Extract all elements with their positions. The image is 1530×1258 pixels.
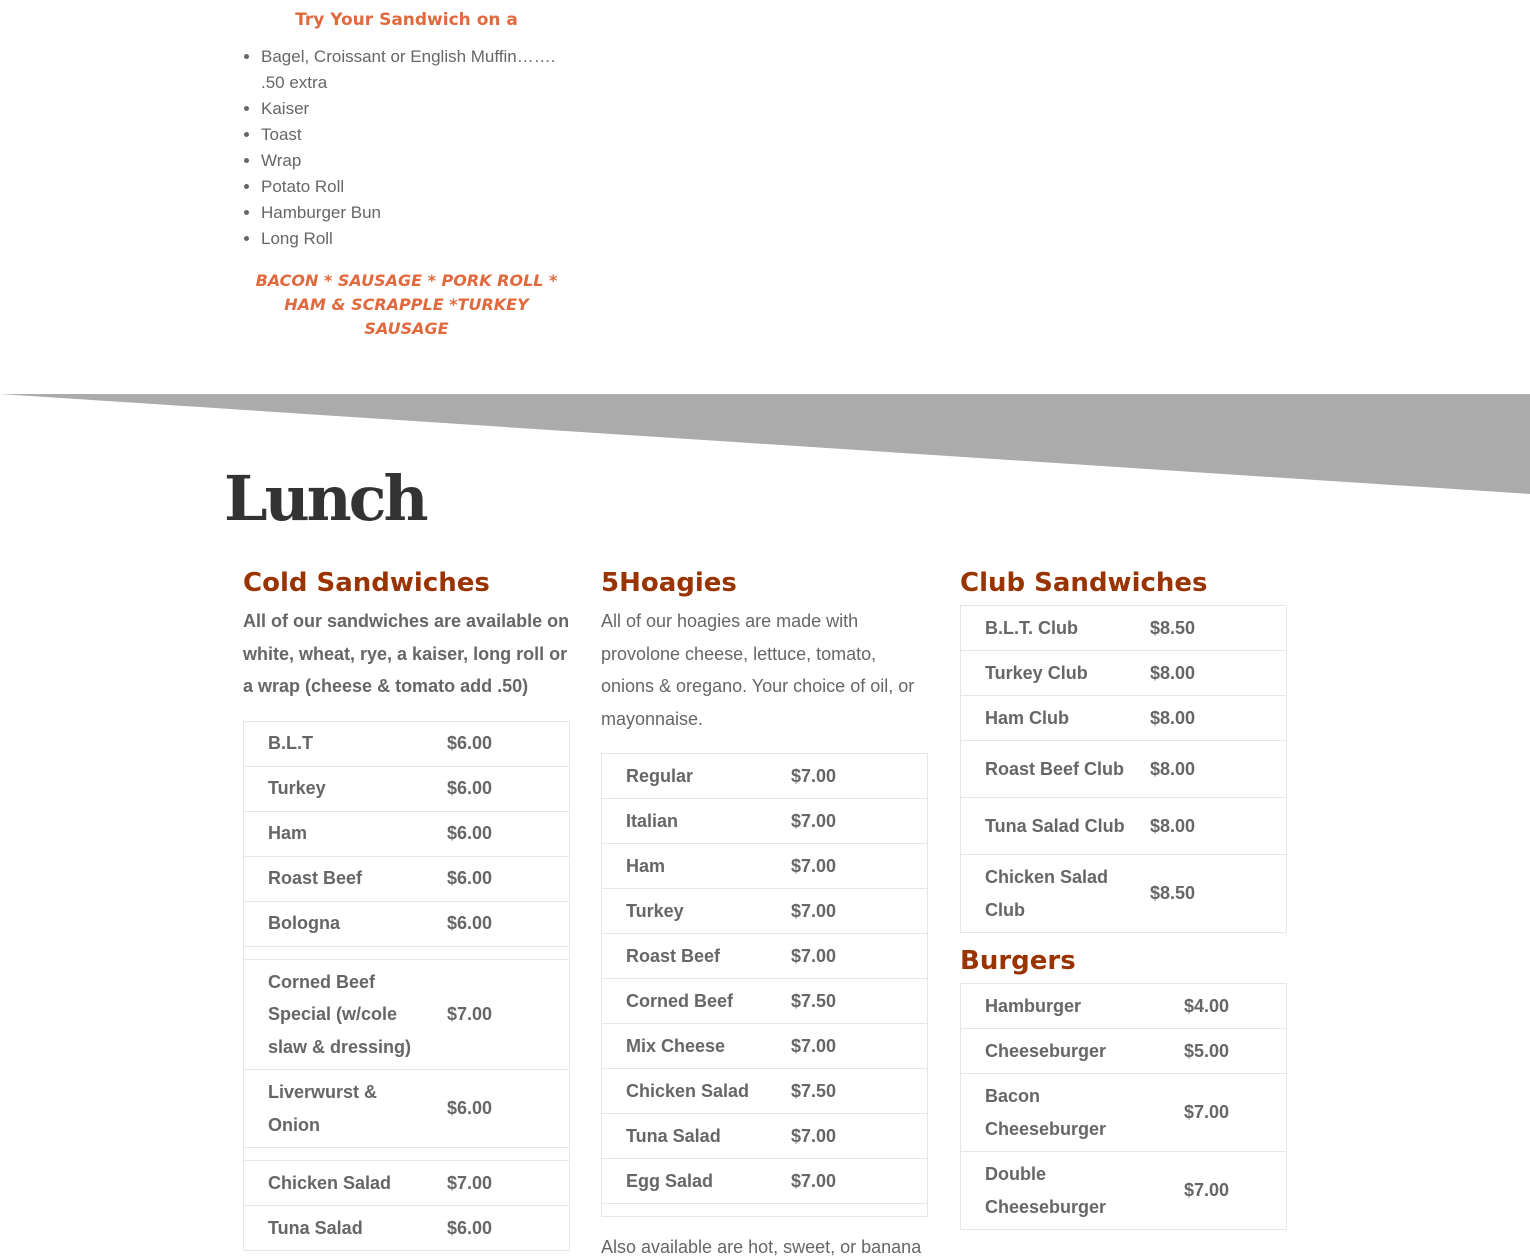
table-row [602, 1159, 928, 1204]
item-price: $8.00 [1126, 741, 1287, 798]
table-row [244, 901, 570, 946]
list-item: • Potato Roll [261, 174, 581, 200]
table-row [961, 1152, 1287, 1230]
item-name: Mix Cheese [602, 1024, 768, 1069]
table-row [961, 741, 1287, 798]
table-row [244, 766, 570, 811]
item-price: $6.00 [423, 766, 570, 811]
bread-list [243, 44, 581, 252]
item-price: $8.00 [1126, 696, 1287, 741]
item-price: $7.00 [1160, 1074, 1287, 1152]
table-row [244, 1070, 570, 1148]
hoagies-note: Also available are hot, sweet, or banana [601, 1237, 922, 1257]
item-name: Ham [602, 844, 768, 889]
item-price: $8.00 [1126, 798, 1287, 855]
cold-sandwiches-section [243, 565, 570, 1251]
section-description: All of our sandwiches are available on white, wheat, rye, a kaiser, long roll or a wrap (cheese & tomato add .50) [243, 611, 570, 696]
item-price: $6.00 [423, 811, 570, 856]
item-price: $7.00 [423, 959, 570, 1070]
table-row [961, 1029, 1287, 1074]
table-row [244, 1161, 570, 1206]
table-row [244, 959, 570, 1070]
item-price: $4.00 [1160, 984, 1287, 1029]
section-title: Club Sandwiches [960, 568, 1208, 598]
item-price: $8.50 [1126, 606, 1287, 651]
table-row [602, 1114, 928, 1159]
section-title: Cold Sandwiches [243, 568, 490, 598]
item-name: Italian [602, 799, 768, 844]
list-item: • Kaiser [261, 96, 581, 122]
list-item: • Hamburger Bun [261, 200, 581, 226]
table-spacer-row [602, 1204, 928, 1217]
item-price: $6.00 [423, 1206, 570, 1251]
table-row [961, 696, 1287, 741]
item-price: $7.00 [767, 799, 928, 844]
table-row [961, 1074, 1287, 1152]
item-name: Hamburger [961, 984, 1161, 1029]
item-price: $7.00 [423, 1161, 570, 1206]
table-spacer-row [244, 946, 570, 959]
item-price: $6.00 [423, 1070, 570, 1148]
table-row [244, 721, 570, 766]
table-row [602, 979, 928, 1024]
item-name: Regular [602, 754, 768, 799]
table-row [961, 798, 1287, 855]
list-item: • Wrap [261, 148, 581, 174]
item-price: $7.00 [767, 934, 928, 979]
item-price: $7.00 [1160, 1152, 1287, 1230]
burgers-table [960, 983, 1287, 1230]
item-price: $7.00 [767, 889, 928, 934]
item-price: $6.00 [423, 721, 570, 766]
list-item: • Toast [261, 122, 581, 148]
table-row [961, 855, 1287, 933]
table-row [602, 844, 928, 889]
item-price: $7.00 [767, 754, 928, 799]
item-price: $6.00 [423, 856, 570, 901]
item-name: Turkey [244, 766, 424, 811]
item-name: Egg Salad [602, 1159, 768, 1204]
item-name: Ham Club [961, 696, 1127, 741]
hoagies-section [601, 565, 928, 1258]
meat-options-line: BACON * SAUSAGE * PORK ROLL * [255, 271, 558, 290]
item-name: Corned Beef Special (w/cole slaw & dressing) [244, 959, 424, 1070]
item-price: $6.00 [423, 901, 570, 946]
item-price: $7.00 [767, 844, 928, 889]
item-name: Liverwurst & Onion [244, 1070, 424, 1148]
table-row [602, 934, 928, 979]
item-name: Chicken Salad [602, 1069, 768, 1114]
item-name: Chicken Salad Club [961, 855, 1127, 933]
item-name: Double Cheeseburger [961, 1152, 1161, 1230]
item-name: Turkey Club [961, 651, 1127, 696]
bread-choices-title: Try Your Sandwich on a [295, 10, 518, 30]
item-name: Roast Beef [244, 856, 424, 901]
page-title: Lunch [224, 462, 426, 535]
cold-sandwiches-table [243, 721, 570, 1252]
table-row [602, 1069, 928, 1114]
item-price: $7.00 [767, 1114, 928, 1159]
list-item: • Bagel, Croissant or English Muffin……. .50 extra [261, 44, 581, 96]
item-price: $5.00 [1160, 1029, 1287, 1074]
club-sandwiches-table [960, 605, 1287, 933]
item-name: Tuna Salad [244, 1206, 424, 1251]
table-row [244, 811, 570, 856]
table-row [244, 1206, 570, 1251]
item-price: $7.00 [767, 1159, 928, 1204]
table-row [244, 856, 570, 901]
item-name: Ham [244, 811, 424, 856]
club-sandwiches-section [960, 565, 1287, 1230]
table-row [961, 606, 1287, 651]
table-row [961, 651, 1287, 696]
item-price: $8.00 [1126, 651, 1287, 696]
item-name: B.L.T. Club [961, 606, 1127, 651]
item-name: Tuna Salad [602, 1114, 768, 1159]
item-price: $7.50 [767, 1069, 928, 1114]
item-price: $7.50 [767, 979, 928, 1024]
item-name: Turkey [602, 889, 768, 934]
table-spacer-row [244, 1148, 570, 1161]
section-title: Burgers [960, 946, 1076, 976]
item-name: Cheeseburger [961, 1029, 1161, 1074]
item-name: Roast Beef Club [961, 741, 1127, 798]
item-name: Bologna [244, 901, 424, 946]
table-row [602, 754, 928, 799]
item-name: Tuna Salad Club [961, 798, 1127, 855]
item-price: $7.00 [767, 1024, 928, 1069]
table-row [602, 1024, 928, 1069]
table-row [602, 799, 928, 844]
table-row [961, 984, 1287, 1029]
item-name: Roast Beef [602, 934, 768, 979]
list-item: • Long Roll [261, 226, 581, 252]
meat-options [243, 269, 570, 341]
item-name: B.L.T [244, 721, 424, 766]
item-name: Corned Beef [602, 979, 768, 1024]
hoagies-table [601, 753, 928, 1217]
section-title: 5Hoagies [601, 568, 737, 598]
item-price: $8.50 [1126, 855, 1287, 933]
section-description: All of our hoagies are made with provolone cheese, lettuce, tomato, onions & oregano. Your choice of oil, or mayonnaise. [601, 611, 915, 729]
meat-options-line: HAM & SCRAPPLE *TURKEY SAUSAGE [284, 295, 529, 338]
table-row [602, 889, 928, 934]
item-name: Chicken Salad [244, 1161, 424, 1206]
item-name: Bacon Cheeseburger [961, 1074, 1161, 1152]
